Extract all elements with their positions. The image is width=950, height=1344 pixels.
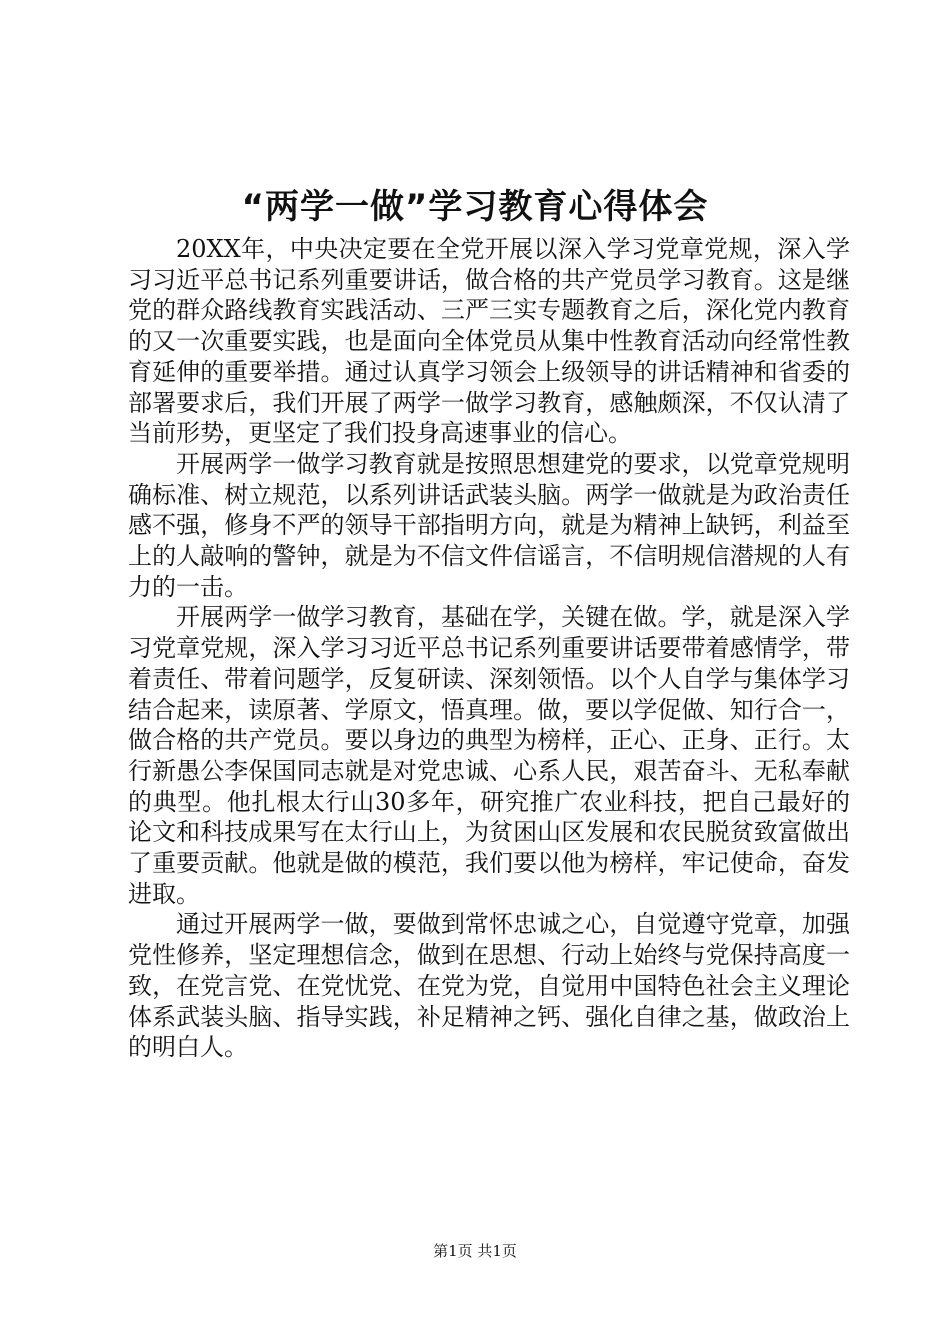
document-title: “两学一做”学习教育心得体会 — [241, 187, 709, 227]
page-footer: 第1页 共1页 — [433, 1242, 517, 1260]
document-body — [128, 234, 850, 1063]
paragraph-4: 通过开展两学一做，要做到常怀忠诚之心，自觉遵守党章，加强党性修养，坚定理想信念，做到在思想、行动上始终与党保持高度一致，在党言党、在党忧党、在党为党，自觉用中国特色社会主义理论体系武装头脑、指导实践，补足精神之钙、强化自律之基，做政治上的明白人。 — [128, 910, 850, 1062]
paragraph-3: 开展两学一做学习教育，基础在学，关键在做。学，就是深入学习党章党规，深入学习习近平总书记系列重要讲话要带着感情学，带着责任、带着问题学，反复研读、深刻领悟。以个人自学与集体学习结合起来，读原著、学原文，悟真理。做，要以学促做、知行合一，做合格的共产党员。要以身边的典型为榜样，正心、正身、正行。太行新愚公李保国同志就是对党忠诚、心系人民，艰苦奋斗、无私奉献的典型。他扎根太行山30多年，研究推广农业科技，把自己最好的论文和科技成果写在太行山上，为贫困山区发展和农民脱贫致富做出了重要贡献。他就是做的模范，我们要以他为榜样，牢记使命，奋发进取。 — [128, 603, 850, 908]
paragraph-1: 20XX年，中央决定要在全党开展以深入学习党章党规，深入学习习近平总书记系列重要讲话，做合格的共产党员学习教育。这是继党的群众路线教育实践活动、三严三实专题教育之后，深化党内教育的又一次重要实践，也是面向全体党员从集中性教育活动向经常性教育延伸的重要举措。通过认真学习领会上级领导的讲话精神和省委的部署要求后，我们开展了两学一做学习教育，感触颇深，不仅认清了当前形势，更坚定了我们投身高速事业的信心。 — [128, 235, 850, 448]
paragraph-2: 开展两学一做学习教育就是按照思想建党的要求，以党章党规明确标准、树立规范，以系列讲话武装头脑。两学一做就是为政治责任感不强，修身不严的领导干部指明方向，就是为精神上缺钙，利益至上的人敲响的警钟，就是为不信文件信谣言，不信明规信潜规的人有力的一击。 — [128, 449, 850, 601]
